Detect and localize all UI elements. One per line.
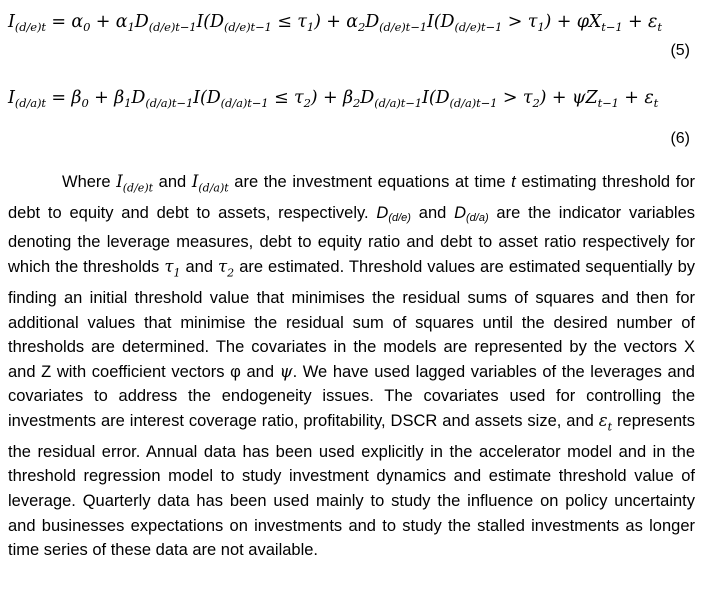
paragraph-text: Where $I_{(d/e)t}$ and $I_{(d/a)t}$ are the investment equations at time t estimating threshold for debt to equity and debt to assets, respectively. D(d/e) and D(d/a) are the indicator variables denoting the leverage measures, debt to equity ratio and debt to asset ratio respectively for which the thresholds $\tau_1$ and $\tau_2$ are estimated. Threshold values are estimated sequentially by finding an initial threshold value that minimises the residual sums of squares and then for additional values that minimise the residual sum of squares until the desired number of thresholds are determined. The covariates in the models are represented by the vectors X and Z with coefficient vectors φ and ψ. We have used lagged variables of the leverages and covariates to address the endogeneity issues. The covariates used for controlling the investments are interest coverage ratio, profitability, DSCR and assets size, and $\varepsilon_t$ represents the residual error. Annual data has been used explicitly in the accelerator model and in the threshold regression model to study investment dynamics and estimate threshold value of leverage. Quarterly data has been used mainly to study the influence on policy uncertainty and businesses expectations on investments and to study the stalled investments as longer time series of these data are not available. [8,172,696,560]
equation-6-number: (6) [670,130,690,147]
equation-6: $I_{(d/a)t} = \beta_0 + \beta_1D_{(d/a)t-1}I(D_{(d/a)t-1} \le \tau_2) + \beta_2D_{(d/a)t-1}I(D_{(d/a)t-1} > \tau_2) + \psi Z_{t-1} + \varepsilon_t$ [8,88,659,110]
body-paragraph [8,170,695,563]
equation-5: $I_{(d/e)t} = \alpha_0 + \alpha_1D_{(d/e)t-1}I(D_{(d/e)t-1} \le \tau_1) + \alpha_2D_{(d/e)t-1}I(D_{(d/e)t-1} > \tau_1) + \varphi X_{t-1} + \varepsilon_t$ [8,12,662,34]
equation-5-number: (5) [670,42,690,59]
